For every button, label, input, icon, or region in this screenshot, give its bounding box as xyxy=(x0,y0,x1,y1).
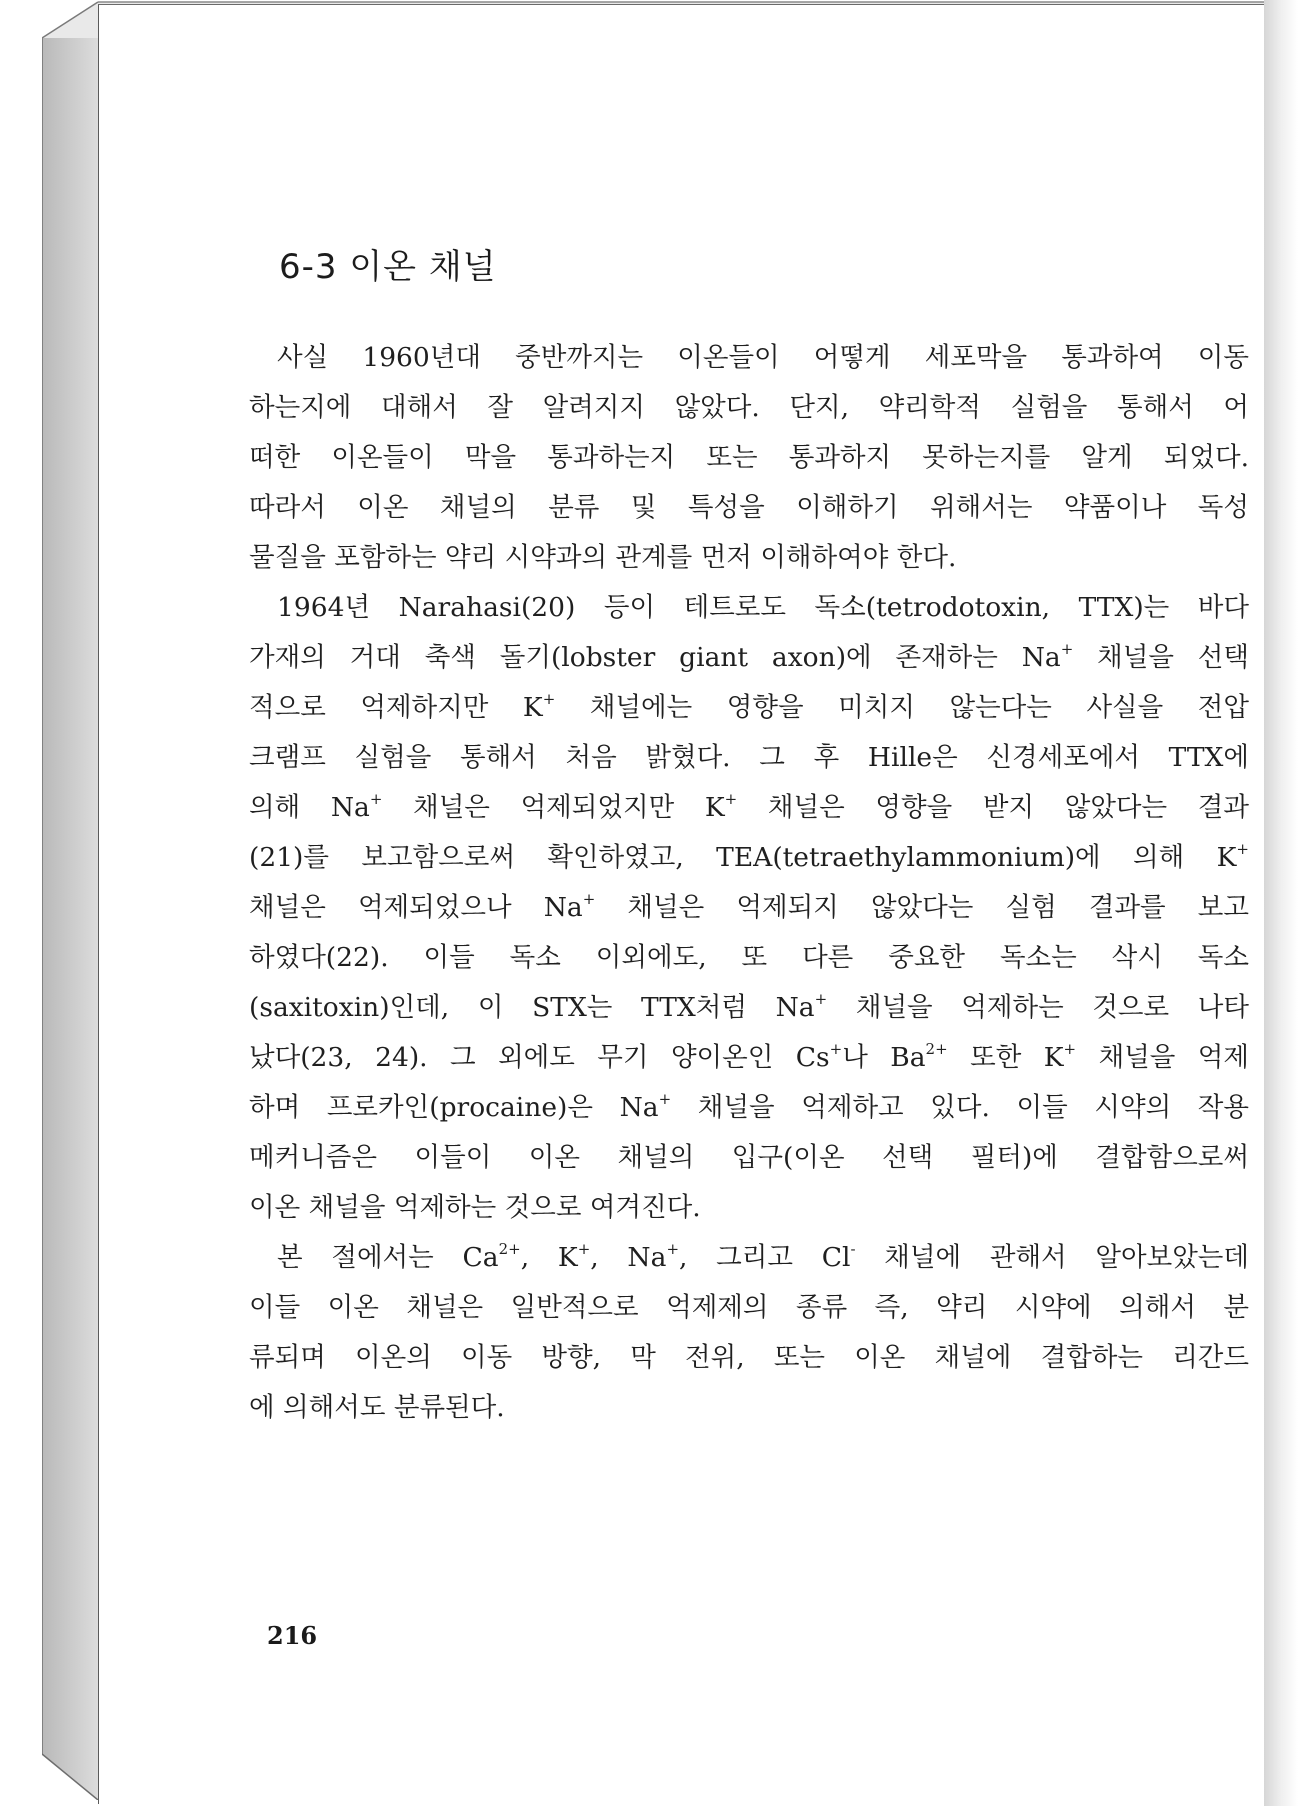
text-span: 메커니즘은 이들이 이온 채널의 입구(이온 선택 필터)에 결합함으로써 xyxy=(249,1142,1249,1173)
text-span: 크램프 실험을 통해서 처음 밝혔다. 그 후 Hille은 신경세포에서 TTX에 xyxy=(249,742,1249,773)
text-line xyxy=(249,783,1249,833)
text-span: 사실 1960년대 중반까지는 이온들이 어떻게 세포막을 통과하여 이동 xyxy=(277,342,1249,373)
text-span: 채널을 억제 xyxy=(1076,1042,1249,1073)
text-line xyxy=(249,433,1249,483)
text-span: 적으로 억제하지만 K xyxy=(249,692,543,723)
book-spine-edge xyxy=(42,38,98,1800)
text-line xyxy=(249,933,1249,983)
charge-superscript: + xyxy=(1236,840,1249,858)
text-span: 떠한 이온들이 막을 통과하는지 또는 통과하지 못하는지를 알게 되었다. xyxy=(249,442,1249,473)
text-line xyxy=(249,1183,1249,1233)
text-span: (21)를 보고함으로써 확인하였고, TEA(tetraethylammonium)에 의해 K xyxy=(249,842,1237,873)
body-text xyxy=(249,333,1249,1433)
text-span: , K xyxy=(520,1242,578,1273)
charge-superscript: - xyxy=(850,1240,856,1258)
text-span: , 그리고 Cl xyxy=(679,1242,851,1273)
text-line xyxy=(249,383,1249,433)
text-span: 채널에는 영향을 미치지 않는다는 사실을 전압 xyxy=(555,692,1249,723)
text-span: (saxitoxin)인데, 이 STX는 TTX처럼 Na xyxy=(249,992,815,1023)
text-line xyxy=(249,1383,1249,1433)
text-span: 하며 프로카인(procaine)은 Na xyxy=(249,1092,659,1123)
text-line xyxy=(249,1033,1249,1083)
text-line xyxy=(249,633,1249,683)
text-line xyxy=(249,583,1249,633)
text-span: 채널은 영향을 받지 않았다는 결과 xyxy=(737,792,1249,823)
text-span: 가재의 거대 축색 돌기(lobster giant axon)에 존재하는 Na xyxy=(249,642,1061,673)
text-span: 의해 Na xyxy=(249,792,370,823)
text-span: 채널을 선택 xyxy=(1073,642,1249,673)
text-span: , Na xyxy=(590,1242,667,1273)
text-span: 나 Ba xyxy=(842,1042,926,1073)
charge-superscript: + xyxy=(369,790,383,808)
charge-superscript: + xyxy=(1060,640,1074,658)
text-line xyxy=(249,333,1249,383)
text-span: 하는지에 대해서 잘 알려지지 않았다. 단지, 약리학적 실험을 통해서 어 xyxy=(249,392,1249,423)
text-span: 채널은 억제되지 않았다는 실험 결과를 보고 xyxy=(595,892,1249,923)
text-line xyxy=(249,1233,1249,1283)
charge-superscript: + xyxy=(658,1090,672,1108)
text-span: 하였다(22). 이들 독소 이외에도, 또 다른 중요한 독소는 삭시 독소 xyxy=(249,942,1249,973)
text-span: 났다(23, 24). 그 외에도 무기 양이온인 Cs xyxy=(249,1042,830,1073)
text-span: 이온 채널을 억제하는 것으로 여겨진다. xyxy=(249,1192,701,1223)
charge-superscript: + xyxy=(829,1040,843,1058)
text-line xyxy=(249,733,1249,783)
charge-superscript: + xyxy=(577,1240,591,1258)
text-span: 1964년 Narahasi(20) 등이 테트로도 독소(tetrodotoxin, TTX)는 바다 xyxy=(277,592,1249,623)
text-line xyxy=(249,683,1249,733)
text-span: 채널을 억제하고 있다. 이들 시약의 작용 xyxy=(671,1092,1249,1123)
text-span: 본 절에서는 Ca xyxy=(277,1242,499,1273)
text-line xyxy=(249,833,1249,883)
book-page xyxy=(98,4,1264,1804)
book-right-shadow xyxy=(1264,0,1298,1806)
text-span: 또한 K xyxy=(947,1042,1064,1073)
text-line xyxy=(249,483,1249,533)
charge-superscript: + xyxy=(724,790,738,808)
text-span: 채널은 억제되었으나 Na xyxy=(249,892,583,923)
text-span: 에 의해서도 분류된다. xyxy=(249,1392,505,1423)
text-line xyxy=(249,1083,1249,1133)
charge-superscript: + xyxy=(666,1240,680,1258)
text-line xyxy=(249,883,1249,933)
charge-superscript: + xyxy=(582,890,596,908)
text-line xyxy=(249,1133,1249,1183)
text-line xyxy=(249,1283,1249,1333)
charge-superscript: + xyxy=(814,990,828,1008)
page-number: 216 xyxy=(267,1621,318,1650)
text-span: 채널에 관해서 알아보았는데 xyxy=(855,1242,1249,1273)
text-span: 이들 이온 채널은 일반적으로 억제제의 종류 즉, 약리 시약에 의해서 분 xyxy=(249,1292,1249,1323)
charge-superscript: 2+ xyxy=(925,1040,948,1058)
charge-superscript: + xyxy=(542,690,556,708)
charge-superscript: 2+ xyxy=(498,1240,521,1258)
text-line xyxy=(249,1333,1249,1383)
section-title: 6-3 이온 채널 xyxy=(279,247,497,287)
charge-superscript: + xyxy=(1063,1040,1077,1058)
text-span: 채널은 억제되었지만 K xyxy=(382,792,725,823)
text-line xyxy=(249,533,1249,583)
text-span: 류되며 이온의 이동 방향, 막 전위, 또는 이온 채널에 결합하는 리간드 xyxy=(249,1342,1249,1373)
text-span: 물질을 포함하는 약리 시약과의 관계를 먼저 이해하여야 한다. xyxy=(249,542,957,573)
text-line xyxy=(249,983,1249,1033)
text-span: 따라서 이온 채널의 분류 및 특성을 이해하기 위해서는 약품이나 독성 xyxy=(249,492,1249,523)
text-span: 채널을 억제하는 것으로 나타 xyxy=(827,992,1249,1023)
